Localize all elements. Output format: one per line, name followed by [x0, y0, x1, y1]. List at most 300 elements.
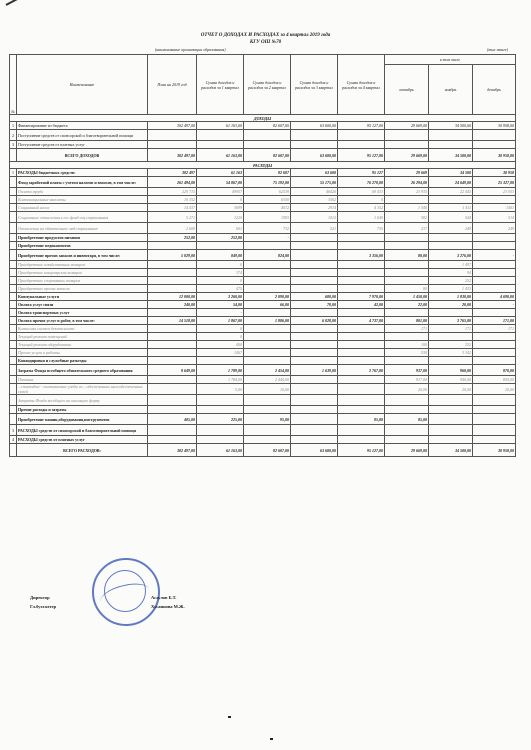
cell-q4: 2 767,00 — [338, 365, 385, 376]
table-row — [10, 395, 516, 406]
cell-nov: 940,00 — [429, 376, 473, 384]
cell-q3 — [291, 349, 338, 357]
table-row — [10, 223, 516, 234]
cell-dec: 25 327,00 — [473, 177, 516, 188]
cell-nov: 1 433 — [429, 285, 473, 293]
report-title: ОТЧЕТ О ДОХОДАХ И РАСХОДАХ за 4 квартал 2019 года — [200, 33, 331, 38]
cell-q2 — [244, 130, 291, 141]
cell-nov — [429, 395, 473, 406]
cell-q4 — [338, 425, 385, 436]
table-row — [10, 130, 516, 141]
cell-plan — [148, 141, 197, 149]
cell-nov: 20,00 — [429, 301, 473, 309]
cell-dec — [473, 196, 516, 204]
cell-q3: 63 600 — [291, 169, 338, 177]
row-name: Компенсационные выплаты — [17, 196, 148, 204]
cell-oct: 20,00 — [385, 384, 429, 395]
cell-oct: 23 935 — [385, 188, 429, 196]
cell-q1: 61 163,00 — [197, 444, 244, 457]
cell-q4 — [338, 341, 385, 349]
cell-q2: 10,00 — [244, 384, 291, 395]
cell-q1: 61 163,00 — [197, 122, 244, 130]
cell-nov — [429, 234, 473, 242]
row-number — [10, 414, 17, 425]
cell-dec — [473, 309, 516, 317]
income-section-row — [10, 115, 516, 122]
cell-q3: 2914 — [291, 204, 338, 212]
cell-plan — [148, 333, 197, 341]
cell-q1: 0 — [197, 261, 244, 269]
cell-q4: 95 127,00 — [338, 122, 385, 130]
income-section-row-label: ДОХОДЫ — [10, 115, 516, 122]
cell-nov: 20,00 — [429, 384, 473, 395]
cell-q4 — [338, 357, 385, 365]
pen-mark — [6, 0, 32, 6]
header-q4: Сумма доходов и расходов за 4 квартал — [338, 55, 385, 115]
cell-q2 — [244, 285, 291, 293]
row-number: 2 — [10, 130, 17, 141]
cell-q1: 61 163,00 — [197, 149, 244, 162]
cell-nov: 94 — [429, 269, 473, 277]
cell-q2: 4072 — [244, 204, 291, 212]
cell-q4 — [338, 406, 385, 414]
row-name: Приобретение продуктов питания — [17, 234, 148, 242]
cell-q3 — [291, 285, 338, 293]
row-number — [10, 149, 17, 162]
cell-oct — [385, 141, 429, 149]
cell-q3: 1012 — [291, 212, 338, 223]
cell-oct: 1 540 — [385, 204, 429, 212]
cell-oct — [385, 269, 429, 277]
row-number: 3 — [10, 425, 17, 436]
page-speck — [228, 716, 231, 718]
cell-q1: 5,00 — [197, 384, 244, 395]
table-row — [10, 277, 516, 285]
cell-nov — [429, 130, 473, 141]
cell-nov: 249 — [429, 223, 473, 234]
cell-q2: 732 — [244, 223, 291, 234]
table-row — [10, 261, 516, 269]
cell-dec — [473, 130, 516, 141]
row-name: Поступление средств от спонсорской и благотворительной помощи — [17, 130, 148, 141]
cell-q3: 63 600,00 — [291, 122, 338, 130]
cell-dec: 30 958 — [473, 169, 516, 177]
cell-q2: 82 607,00 — [244, 122, 291, 130]
cell-q2: 2 454,00 — [244, 365, 291, 376]
cell-nov: 3 342 — [429, 349, 473, 357]
cell-q3 — [291, 414, 338, 425]
table-row — [10, 204, 516, 212]
row-number — [10, 293, 17, 301]
row-name: Оплата труда — [17, 188, 148, 196]
row-number — [10, 250, 17, 261]
table-row — [10, 269, 516, 277]
cell-q2 — [244, 341, 291, 349]
cell-plan: 5 271 — [148, 212, 197, 223]
cell-dec — [473, 395, 516, 406]
cell-nov — [429, 425, 473, 436]
cell-dec: 249 — [473, 223, 516, 234]
cell-q3 — [291, 250, 338, 261]
cell-q1 — [197, 242, 244, 250]
cell-plan — [148, 425, 197, 436]
cell-q1: 374 — [197, 269, 244, 277]
cell-dec: - — [473, 250, 516, 261]
header-december: декабрь — [473, 65, 516, 115]
row-name: Текущий ремонт оборудования — [17, 341, 148, 349]
cell-q1: 1220 — [197, 212, 244, 223]
cell-oct: 80,00 — [385, 250, 429, 261]
cell-q3 — [291, 242, 338, 250]
row-number — [10, 444, 17, 457]
cell-q2 — [244, 349, 291, 357]
table-row — [10, 285, 516, 293]
cell-plan — [148, 349, 197, 357]
cell-q3 — [291, 357, 338, 365]
cell-plan — [148, 261, 197, 269]
row-name: Коммунальные услуги — [17, 293, 148, 301]
cell-dec — [473, 406, 516, 414]
cell-q4 — [338, 325, 385, 333]
table-row — [10, 436, 516, 444]
cell-oct: 26 294,00 — [385, 177, 429, 188]
row-name: РАСХОДЫ средств от платных услуг — [17, 436, 148, 444]
cell-nov: 34 500,00 — [429, 149, 473, 162]
cell-oct: 29 669 — [385, 169, 429, 177]
row-number — [10, 269, 17, 277]
cell-q4 — [338, 309, 385, 317]
cell-plan — [148, 357, 197, 365]
header-num: № — [10, 55, 17, 115]
cell-plan: 302 497 — [148, 169, 197, 177]
row-number — [10, 341, 17, 349]
cell-dec: 171,00 — [473, 317, 516, 325]
cell-q4 — [338, 242, 385, 250]
table-row — [10, 325, 516, 333]
row-number — [10, 301, 17, 309]
cell-q4 — [338, 261, 385, 269]
cell-nov: 34 500 — [429, 169, 473, 177]
cell-plan — [148, 277, 197, 285]
cell-q2 — [244, 242, 291, 250]
cell-plan: 8 649,00 — [148, 365, 197, 376]
cell-plan — [148, 406, 197, 414]
row-name: Затраты Фонда всеобщего обязательного среднего образования — [17, 365, 148, 376]
cell-dec: 23 053 — [473, 188, 516, 196]
row-name: Оплата прочих услуг и работ, в том числе: — [17, 317, 148, 325]
row-number — [10, 406, 17, 414]
cell-q3: 63 600,00 — [291, 444, 338, 457]
cell-q3: 63 600,00 — [291, 149, 338, 162]
cell-q3 — [291, 269, 338, 277]
cell-nov — [429, 357, 473, 365]
header-incl: в том числе — [385, 55, 516, 65]
row-number — [10, 204, 17, 212]
cell-q1: 1 789,00 — [197, 365, 244, 376]
row-name: Питание — [17, 376, 148, 384]
table-row — [10, 242, 516, 250]
cell-oct: 937,00 — [385, 365, 429, 376]
cell-nov — [429, 406, 473, 414]
cell-nov — [429, 414, 473, 425]
row-number — [10, 333, 17, 341]
cell-oct — [385, 406, 429, 414]
cell-q4: 85,00 — [338, 414, 385, 425]
cell-q2: 66,00 — [244, 301, 291, 309]
header-q3: Сумма доходов и расходов за 3 квартал — [291, 55, 338, 115]
cell-q3 — [291, 341, 338, 349]
director-label: Директор — [30, 595, 50, 600]
table-row — [10, 349, 516, 357]
cell-q1: 49957 — [197, 188, 244, 196]
cell-q1: - — [197, 309, 244, 317]
cell-q2 — [244, 141, 291, 149]
cell-oct: 22,00 — [385, 301, 429, 309]
cell-dec: 4 690,00 — [473, 293, 516, 301]
cell-plan — [148, 309, 197, 317]
cell-nov: 3 276,00 — [429, 250, 473, 261]
cell-plan — [148, 269, 197, 277]
cell-q3 — [291, 325, 338, 333]
row-name: Текущий ремонт помещений — [17, 333, 148, 341]
cell-q1 — [197, 406, 244, 414]
table-row — [10, 384, 516, 395]
cell-nov: 252 — [429, 277, 473, 285]
cell-q4: 95 127 — [338, 169, 385, 177]
row-name: ВСЕГО РАСХОДОВ: — [17, 444, 148, 457]
cell-q2: 2 090,00 — [244, 293, 291, 301]
cell-oct — [385, 395, 429, 406]
cell-oct — [385, 196, 429, 204]
cell-plan: 229 715 — [148, 188, 197, 196]
row-name: Приобретение медикаментов — [17, 242, 148, 250]
row-number — [10, 309, 17, 317]
cell-plan — [148, 285, 197, 293]
cell-dec: 514 — [473, 212, 516, 223]
expense-section-row-label: РАСХОДЫ — [10, 162, 516, 169]
cell-q1: 0 — [197, 325, 244, 333]
cell-nov: 544 — [429, 212, 473, 223]
cell-q3 — [291, 261, 338, 269]
row-number — [10, 212, 17, 223]
row-number — [10, 357, 17, 365]
cell-q1: 54,00 — [197, 301, 244, 309]
row-name: РАСХОДЫ средств от спонсорской и благотворительной помощи — [17, 425, 148, 436]
cell-q4: 3 356,00 — [338, 250, 385, 261]
cell-dec: - — [473, 301, 516, 309]
cell-q2 — [244, 395, 291, 406]
cell-dec — [473, 425, 516, 436]
income-expense-table — [9, 54, 516, 457]
report-subtitle: КГУ ОШ №70 — [249, 40, 282, 45]
cell-q2: 1593 — [244, 212, 291, 223]
cell-q1: 849,00 — [197, 250, 244, 261]
cell-dec — [473, 234, 516, 242]
cell-oct — [385, 234, 429, 242]
header-plan: План на 2019 год — [148, 55, 197, 115]
cell-oct: 801,00 — [385, 317, 429, 325]
cell-nov — [429, 242, 473, 250]
cell-q3 — [291, 309, 338, 317]
table-row — [10, 365, 516, 376]
cell-q2: 75 192,00 — [244, 177, 291, 188]
table-row — [10, 169, 516, 177]
cell-plan: 14 437 — [148, 204, 197, 212]
cell-q4 — [338, 234, 385, 242]
cell-q1: 225,00 — [197, 414, 244, 425]
cell-dec — [473, 436, 516, 444]
row-name: Комиссиях систем безопасности — [17, 325, 148, 333]
table-row — [10, 317, 516, 325]
cell-plan: 252,00 — [148, 234, 197, 242]
cell-oct — [385, 309, 429, 317]
header-q1: Сумма доходов и расходов за 1 квартал — [197, 55, 244, 115]
cell-q1: 400 — [197, 341, 244, 349]
cell-dec — [473, 141, 516, 149]
cell-oct: 29 669,00 — [385, 444, 429, 457]
row-name: Приобретение хозяйственных товаров — [17, 261, 148, 269]
table-row — [10, 425, 516, 436]
row-number — [10, 177, 17, 188]
row-name: Приобретение машин,оборудования,инструментов — [17, 414, 148, 425]
cell-q4: 1 640 — [338, 212, 385, 223]
cell-plan — [148, 436, 197, 444]
cell-plan: 302 497,00 — [148, 122, 197, 130]
cell-plan — [148, 130, 197, 141]
cell-q3 — [291, 277, 338, 285]
cell-q2 — [244, 406, 291, 414]
cell-q4 — [338, 333, 385, 341]
cell-oct: 171 — [385, 325, 429, 333]
cell-q3 — [291, 395, 338, 406]
cell-q2: 824,00 — [244, 250, 291, 261]
table-row — [10, 301, 516, 309]
cell-dec — [473, 341, 516, 349]
cell-oct — [385, 436, 429, 444]
cell-nov: 34 500,00 — [429, 444, 473, 457]
cell-plan: 14 518,00 — [148, 317, 197, 325]
cell-q1: 1 784,00 — [197, 376, 244, 384]
cell-nov: 252 — [429, 341, 473, 349]
table-row — [10, 141, 516, 149]
table-row — [10, 149, 516, 162]
cell-q4: 4 737,00 — [338, 317, 385, 325]
cell-q2: 82 607,00 — [244, 444, 291, 457]
row-name: Социальный налог — [17, 204, 148, 212]
cell-q3 — [291, 333, 338, 341]
cell-q2: 6350 — [244, 196, 291, 204]
cell-plan: 302 497,00 — [148, 444, 197, 457]
table-row — [10, 444, 516, 457]
cell-oct: 530 — [385, 349, 429, 357]
cell-plan: 261 494,00 — [148, 177, 197, 188]
cell-q1: 54 867,00 — [197, 177, 244, 188]
cell-plan: 12 000,00 — [148, 293, 197, 301]
cell-oct: 100 — [385, 341, 429, 349]
cell-q2 — [244, 325, 291, 333]
table-row — [10, 250, 516, 261]
cell-dec — [473, 333, 516, 341]
row-name: Затраты Фонда всеобщего на школьную форму — [17, 395, 148, 406]
cell-nov: 34 500,00 — [429, 122, 473, 130]
cell-q2 — [244, 309, 291, 317]
cell-q2: - — [244, 234, 291, 242]
cell-q4 — [338, 269, 385, 277]
cell-nov: 24 649,00 — [429, 177, 473, 188]
cell-nov — [429, 333, 473, 341]
cell-q2 — [244, 269, 291, 277]
cell-oct: 237 — [385, 223, 429, 234]
row-number: 4 — [10, 436, 17, 444]
cell-q1: 0 — [197, 277, 244, 285]
cell-q4: 76 270,00 — [338, 177, 385, 188]
table-row — [10, 293, 516, 301]
cell-nov — [429, 196, 473, 204]
row-number — [10, 395, 17, 406]
cell-dec: 30 958,00 — [473, 444, 516, 457]
cell-q1: 61 163 — [197, 169, 244, 177]
cell-q3: 521 — [291, 223, 338, 234]
cell-q1 — [197, 425, 244, 436]
cell-dec — [473, 277, 516, 285]
cell-oct — [385, 242, 429, 250]
cell-plan — [148, 341, 197, 349]
cell-q4 — [338, 277, 385, 285]
cell-dec — [473, 414, 516, 425]
cell-q1: 0 — [197, 196, 244, 204]
cell-q4 — [338, 384, 385, 395]
expense-section-row — [10, 162, 516, 169]
cell-plan: 240,00 — [148, 301, 197, 309]
cell-q4 — [338, 376, 385, 384]
cell-dec: 870,00 — [473, 365, 516, 376]
cell-dec — [473, 261, 516, 269]
row-number: 3 — [10, 141, 17, 149]
cell-dec — [473, 357, 516, 365]
cell-dec: 30 958,00 — [473, 122, 516, 130]
cell-q2 — [244, 436, 291, 444]
row-name: Оплата услуг связи — [17, 301, 148, 309]
cell-plan: 10 352 — [148, 196, 197, 204]
cell-nov — [429, 141, 473, 149]
table-body — [10, 115, 516, 457]
cell-q1: 601 — [197, 223, 244, 234]
row-name: Поступление средств от платных услуг — [17, 141, 148, 149]
cell-dec: 1401 — [473, 204, 516, 212]
cell-plan — [148, 395, 197, 406]
cell-q1 — [197, 436, 244, 444]
cell-nov: 171 — [429, 325, 473, 333]
cell-dec — [473, 269, 516, 277]
cell-q2: 82 607,00 — [244, 149, 291, 162]
table-row — [10, 196, 516, 204]
cell-q4: 4 352 — [338, 204, 385, 212]
cell-q3 — [291, 141, 338, 149]
row-number: 1 — [10, 169, 17, 177]
table-row — [10, 212, 516, 223]
cell-q1: 252,00 — [197, 234, 244, 242]
cell-plan — [148, 384, 197, 395]
table-row — [10, 122, 516, 130]
row-number: 1 — [10, 122, 17, 130]
cell-q1 — [197, 141, 244, 149]
cell-q3: 78,00 — [291, 301, 338, 309]
table-row — [10, 188, 516, 196]
cell-q4 — [338, 349, 385, 357]
cell-q2 — [244, 357, 291, 365]
cell-nov: 1 497 — [429, 261, 473, 269]
row-number — [10, 325, 17, 333]
